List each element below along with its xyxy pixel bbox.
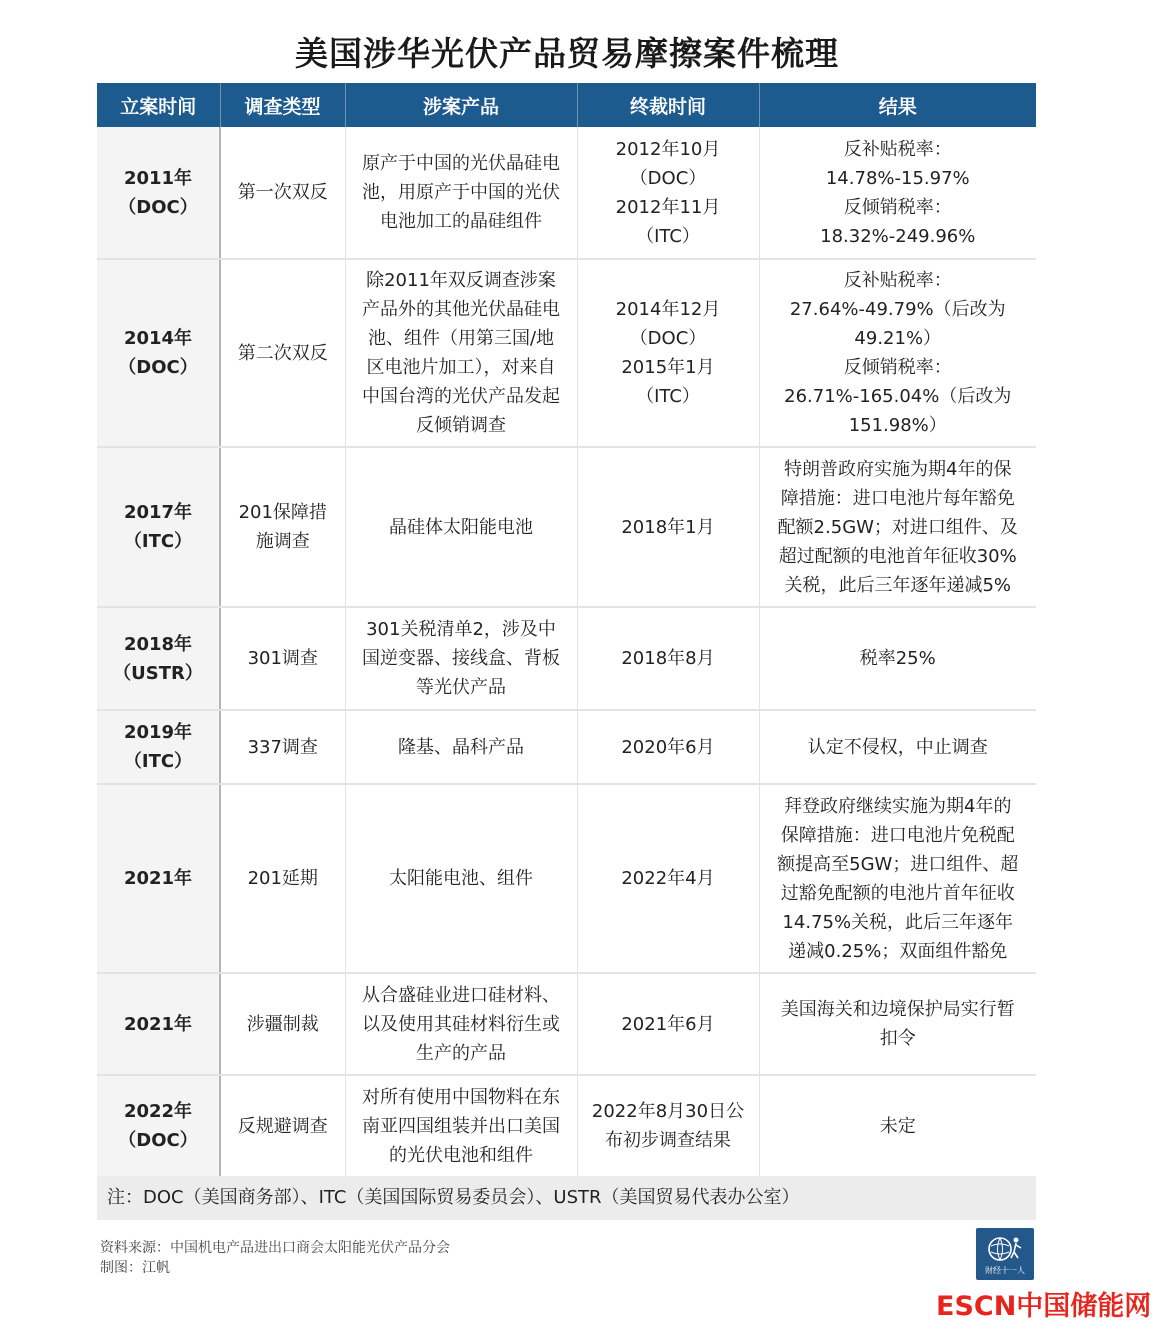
cell-products	[345, 710, 577, 784]
header-final-ruling: 终裁时间	[577, 83, 759, 127]
source-line: 资料来源：中国机电产品进出口商会太阳能光伏产品分会	[100, 1240, 450, 1256]
author-line: 制图：江帆	[100, 1260, 170, 1276]
cell-result	[759, 127, 1036, 259]
cell-result	[759, 973, 1036, 1075]
cell-line: 201延期	[247, 868, 318, 889]
cell-result	[759, 607, 1036, 710]
cell-line: 反补贴税率：	[843, 270, 952, 291]
cell-line: 关税，此后三年逐年递减5%	[784, 574, 1012, 596]
cell-line: 税率25%	[859, 648, 936, 669]
cell-line: 2014年12月	[615, 299, 721, 320]
table-row	[97, 973, 1036, 1075]
cell-line: 晶硅体太阳能电池	[389, 516, 533, 538]
caijing-logo	[976, 1228, 1034, 1280]
cell-final-ruling	[577, 1075, 759, 1177]
cell-investigation-type	[220, 447, 345, 607]
cell-investigation-type	[220, 973, 345, 1075]
cell-line: 2015年1月	[621, 357, 715, 378]
cell-line: （ITC）	[636, 386, 700, 407]
cell-line: 认定不侵权，中止调查	[807, 736, 988, 758]
cell-line: 以及使用其硅材料衍生或	[362, 1013, 560, 1035]
table-row	[97, 259, 1036, 447]
globe-person-icon	[986, 1234, 1024, 1264]
cell-final-ruling	[577, 784, 759, 973]
cell-filing-date	[97, 259, 220, 447]
cell-line: 2012年10月	[615, 138, 721, 160]
cell-result	[759, 259, 1036, 447]
cell-line: 2021年	[123, 1013, 193, 1035]
cell-line: （ITC）	[123, 531, 193, 552]
cell-line: 电池加工的晶硅组件	[380, 211, 542, 232]
cell-line: 生产的产品	[416, 1042, 506, 1064]
cell-line: （DOC）	[629, 167, 707, 189]
cell-line: 隆基、晶科产品	[398, 736, 524, 758]
cell-line: 国逆变器、接线盒、背板	[362, 648, 560, 669]
cell-line: 南亚四国组装并出口美国	[362, 1115, 560, 1137]
cell-investigation-type	[220, 259, 345, 447]
cell-line: 配额2.5GW；对进口组件、及	[777, 516, 1018, 538]
cell-filing-date	[97, 973, 220, 1075]
cell-line: 反倾销税率：	[843, 196, 952, 218]
cell-products	[345, 607, 577, 710]
cell-line: 产品外的其他光伏晶硅电	[362, 299, 560, 320]
cell-final-ruling	[577, 607, 759, 710]
table-body	[97, 127, 1036, 1177]
cell-line: 2022年	[123, 1101, 193, 1122]
cell-result	[759, 447, 1036, 607]
table-header-row	[97, 83, 1036, 127]
cell-line: 反倾销税率：	[843, 357, 952, 378]
cell-line: 2021年6月	[621, 1013, 715, 1035]
cell-line: 保障措施：进口电池片免税配	[780, 824, 1015, 846]
cell-line: 49.21%）	[854, 328, 942, 349]
cell-line: 2014年	[123, 328, 193, 349]
cell-final-ruling	[577, 127, 759, 259]
cell-line: 27.64%-49.79%（后改为	[789, 299, 1006, 320]
cell-line: 301关税清单2，涉及中	[366, 619, 556, 640]
cell-products	[345, 447, 577, 607]
cell-line: 2017年	[123, 502, 193, 523]
cell-line: 拜登政府继续实施为期4年的	[784, 795, 1012, 817]
cell-line: 18.32%-249.96%	[820, 225, 976, 247]
cell-line: 2018年1月	[621, 516, 715, 538]
cell-line: 涉疆制裁	[246, 1013, 319, 1035]
cell-line: 的光伏电池和组件	[389, 1144, 533, 1166]
cell-final-ruling	[577, 447, 759, 607]
cell-products	[345, 973, 577, 1075]
table-row	[97, 784, 1036, 973]
header-investigation-type: 调查类型	[220, 83, 345, 127]
cell-result	[759, 784, 1036, 973]
cell-line: （ITC）	[123, 751, 193, 772]
cell-line: （DOC）	[629, 328, 707, 349]
cell-line: 第二次双反	[237, 342, 328, 364]
cell-line: 2018年8月	[621, 648, 715, 669]
cell-filing-date	[97, 1075, 220, 1177]
cell-line: 从合盛硅业进口硅材料、	[362, 984, 560, 1006]
cell-line: 2018年	[123, 633, 193, 655]
table-row	[97, 607, 1036, 710]
cell-line: 扣令	[879, 1028, 916, 1049]
cell-investigation-type	[220, 127, 345, 259]
cell-line: 151.98%）	[848, 415, 947, 436]
cell-line: 2022年8月30日公	[591, 1101, 745, 1122]
cell-line: 2021年	[123, 868, 193, 889]
cell-filing-date	[97, 784, 220, 973]
table-row	[97, 447, 1036, 607]
cell-products	[345, 784, 577, 973]
cell-line: 2012年11月	[615, 196, 721, 218]
cell-line: 反倾销调查	[416, 415, 506, 436]
abbreviation-note: 注：DOC（美国商务部）、ITC（美国国际贸易委员会）、USTR（美国贸易代表办公室）	[97, 1176, 1036, 1220]
cell-line: 递减0.25%；双面组件豁免	[788, 940, 1008, 962]
cell-investigation-type	[220, 710, 345, 784]
cell-line: 2011年	[123, 167, 193, 189]
cell-line: 2020年6月	[621, 736, 715, 758]
cell-filing-date	[97, 710, 220, 784]
table-row	[97, 710, 1036, 784]
page-title: 美国涉华光伏产品贸易摩擦案件梳理	[295, 34, 839, 73]
cell-investigation-type	[220, 784, 345, 973]
cell-line: 施调查	[255, 531, 310, 552]
cell-filing-date	[97, 127, 220, 259]
cell-line: 反补贴税率：	[843, 138, 952, 160]
header-products: 涉案产品	[345, 83, 577, 127]
cell-line: 超过配额的电池首年征收30%	[778, 545, 1017, 567]
cell-result	[759, 710, 1036, 784]
cell-line: 301调查	[247, 648, 318, 669]
cell-line: 2022年4月	[621, 868, 715, 889]
cell-line: 等光伏产品	[416, 677, 506, 698]
cell-products	[345, 127, 577, 259]
source-credit	[100, 1238, 450, 1278]
cell-final-ruling	[577, 973, 759, 1075]
cell-line: （DOC）	[118, 196, 198, 218]
cell-line: 第一次双反	[237, 182, 328, 203]
cell-line: （DOC）	[118, 357, 198, 378]
cell-line: 201保障措	[238, 502, 327, 523]
table-row	[97, 127, 1036, 259]
cell-final-ruling	[577, 259, 759, 447]
cell-line: 对所有使用中国物料在东	[362, 1086, 560, 1108]
header-result: 结果	[759, 83, 1036, 127]
cell-line: 美国海关和边境保护局实行暂	[780, 999, 1015, 1020]
cell-investigation-type	[220, 607, 345, 710]
cell-line: 池，用原产于中国的光伏	[362, 182, 560, 203]
cell-final-ruling	[577, 710, 759, 784]
cases-table	[97, 83, 1036, 1178]
cell-line: 特朗普政府实施为期4年的保	[784, 458, 1012, 480]
table-row	[97, 1075, 1036, 1177]
cell-line: 除2011年双反调查涉案	[366, 270, 556, 291]
cell-line: 反规避调查	[237, 1115, 328, 1137]
cell-line: 区电池片加工），对来自	[366, 357, 556, 378]
cell-line: 中国台湾的光伏产品发起	[362, 386, 560, 407]
cell-line: 布初步调查结果	[605, 1130, 731, 1151]
cell-filing-date	[97, 447, 220, 607]
cell-line: 太阳能电池、组件	[389, 868, 533, 889]
cell-line: （USTR）	[113, 662, 203, 684]
cell-line: 14.75%关税，此后三年逐年	[782, 911, 1014, 933]
cell-line: 过豁免配额的电池片首年征收	[780, 882, 1015, 904]
cell-line: 26.71%-165.04%（后改为	[784, 386, 1012, 407]
cell-line: 额提高至5GW；进口组件、超	[777, 853, 1019, 875]
cell-line: （ITC）	[636, 225, 700, 247]
cell-line: 未定	[879, 1115, 916, 1137]
logo-label: 财经十一人	[985, 1266, 1025, 1275]
cell-line: 2019年	[123, 722, 193, 743]
cell-investigation-type	[220, 1075, 345, 1177]
escn-watermark: ESCN中国储能网	[936, 1291, 1152, 1322]
cell-line: 原产于中国的光伏晶硅电	[362, 153, 560, 174]
cell-filing-date	[97, 607, 220, 710]
cell-line: 14.78%-15.97%	[825, 167, 970, 189]
cell-line: 障措施：进口电池片每年豁免	[780, 487, 1015, 509]
cell-result	[759, 1075, 1036, 1177]
cell-products	[345, 1075, 577, 1177]
cell-line: 池、组件（用第三国/地	[367, 328, 555, 349]
header-filing-date: 立案时间	[97, 83, 220, 127]
cell-products	[345, 259, 577, 447]
cell-line: （DOC）	[118, 1130, 198, 1151]
cell-line: 337调查	[247, 736, 318, 758]
